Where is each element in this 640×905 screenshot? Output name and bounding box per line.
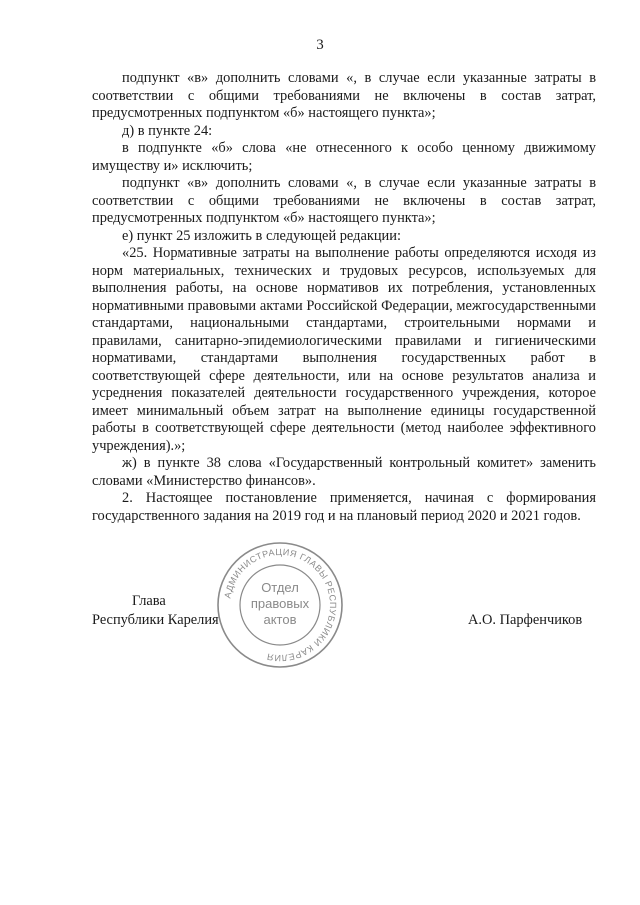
page-number: 3 xyxy=(316,37,324,53)
paragraph-point-zh: ж) в пункте 38 слова «Государственный контрольный комитет» заменить словами «Министерство финансов». xyxy=(92,455,596,489)
paragraph-point-e: е) пункт 25 изложить в следующей редакции: xyxy=(122,227,401,244)
paragraph-subpoint-b: в подпункте «б» слова «не отнесенного к особо ценному движимому имуществу и» исключить; xyxy=(92,140,596,174)
paragraph-point-d: д) в пункте 24: xyxy=(122,122,213,139)
paragraph-point-25: «25. Нормативные затраты на выполнение работы определяются исходя из норм материальных, технических и трудовых ресурсов, используемых для выполнения работы, на основе нормативов их потребления, установленных нормативными правовыми актами Российской Федерации, межгосударственными стандартами, национальными стандартами, строительными нормами и правилами, санитарно-эпидемиологическими правилами и гигиеническими нормативами, стандартами выполнения государственных работ в соответствующей сфере деятельности, или на основе результатов анализа и усреднения показателей деятельности государственного учреждения, которое имеет минимальный объем затрат на выполнение единицы государственной работы в соответствующей сфере деятельности (метод наиболее эффективного учреждения).»; xyxy=(92,245,596,454)
signatory-organization: Республики Карелия xyxy=(92,612,219,628)
signatory-title: Глава xyxy=(132,593,166,609)
stamp-line-1: Отдел xyxy=(261,580,299,595)
stamp-line-3: актов xyxy=(263,612,297,627)
signatory-name: А.О. Парфенчиков xyxy=(468,612,583,628)
stamp-line-2: правовых xyxy=(250,596,310,611)
paragraph-subpoint-v-1: подпункт «в» дополнить словами «, в случае если указанные затраты в соответствии с общими требованиями не включены в состав затрат, предусмотренных подпунктом «б» настоящего пункта»; xyxy=(92,70,596,121)
document-body xyxy=(92,70,596,525)
stamp-ring-text: АДМИНИСТРАЦИЯ ГЛАВЫ РЕСПУБЛИКИ КАРЕЛИЯ xyxy=(222,546,339,664)
paragraph-section-2: 2. Настоящее постановление применяется, начиная с формирования государственного задания на 2019 год и на плановый период 2020 и 2021 годов. xyxy=(92,490,596,524)
paragraph-subpoint-v-2: подпункт «в» дополнить словами «, в случае если указанные затраты в соответствии с общими требованиями не включены в состав затрат, предусмотренных подпунктом «б» настоящего пункта»; xyxy=(92,175,596,226)
signature-block xyxy=(0,593,640,673)
